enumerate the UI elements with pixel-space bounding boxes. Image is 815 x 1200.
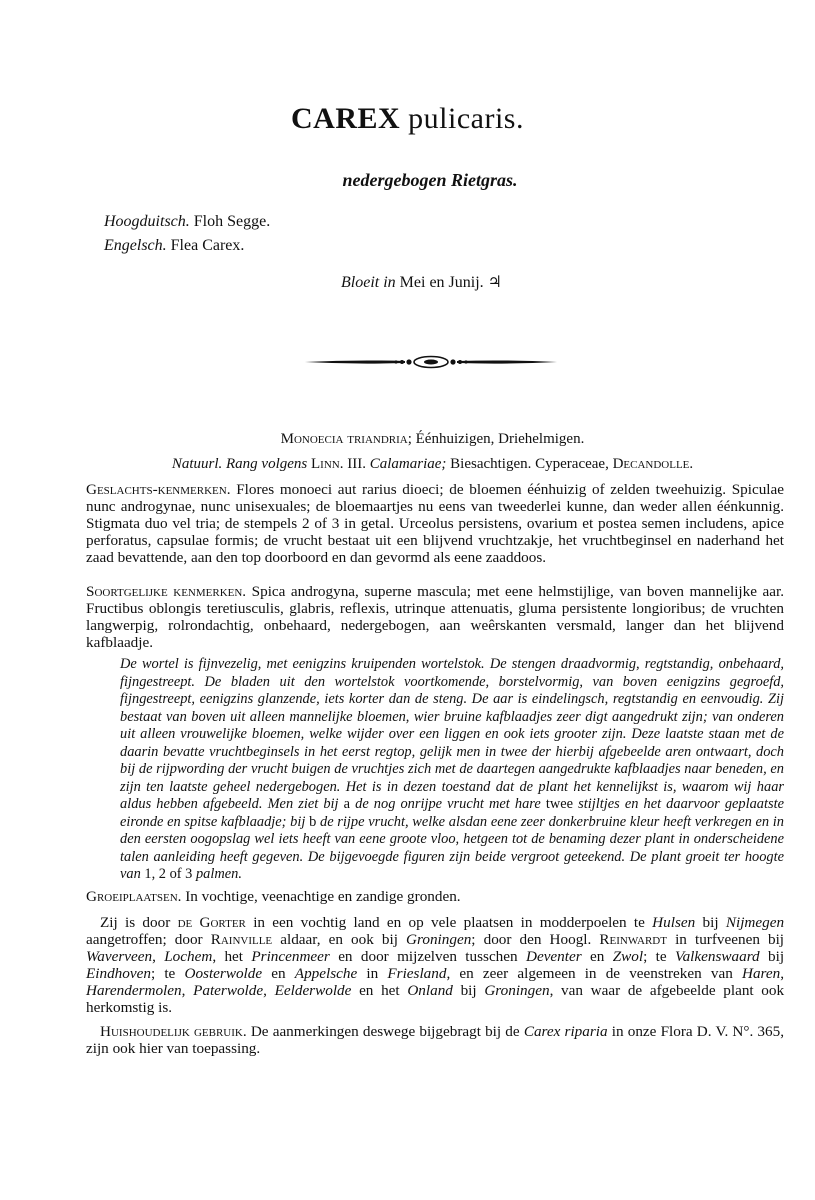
person-name: Rainville: [210, 931, 273, 948]
economic-use: [86, 1023, 784, 1057]
figure-ref-a: a: [343, 796, 351, 812]
perennial-symbol: ♃: [487, 274, 503, 291]
loc-text: en: [271, 965, 286, 982]
place-name: Eindhoven: [86, 965, 151, 982]
place-name: Appelsche: [294, 965, 358, 982]
loc-text: bij: [702, 914, 719, 931]
habitat: [86, 888, 784, 905]
decandolle: Decandolle.: [612, 456, 694, 472]
description-text: palmen.: [195, 866, 242, 882]
section-label: Geslachts-kenmerken.: [86, 481, 231, 498]
order-number: III.: [347, 456, 366, 472]
section-text: in onze Flora D. V. N°. 365, zijn ook hier van toepassing.: [86, 1023, 785, 1057]
loc-text: bij: [460, 982, 477, 999]
description-text: stijltjes en het daarvoor geplaatste eironde en spitse kafblaadje; bij: [120, 796, 784, 830]
loc-text: ; door den Hoogl.: [471, 931, 592, 948]
ornament-divider: [305, 352, 557, 372]
lang-label: Hoogduitsch.: [104, 213, 190, 230]
loc-text: ; te: [643, 948, 667, 965]
place-name: Zwol: [612, 948, 644, 965]
loc-text: in turfveenen bij: [675, 931, 785, 948]
name-german: [104, 210, 270, 234]
title-species: pulicaris.: [408, 102, 524, 135]
section-label: Soortgelijke kenmerken.: [86, 583, 247, 600]
place-name: Paterwolde: [193, 982, 264, 999]
height-values: 1, 2 of 3: [144, 866, 193, 882]
linnaean-class: Monoecia triandria;: [280, 431, 412, 447]
person-name: Reinwardt: [599, 931, 667, 948]
loc-text: en: [590, 948, 605, 965]
order-name-nl: Biesachtigen. Cyperaceae,: [450, 456, 609, 472]
place-name: Eelderwolde: [274, 982, 352, 999]
loc-text: Zij is door: [100, 914, 171, 931]
section-text: De aanmerkingen deswege bijgebragt bij de: [250, 1023, 520, 1040]
loc-text: en door mijzelven tusschen: [338, 948, 518, 965]
place-name: Oosterwolde: [184, 965, 263, 982]
vernacular-name: Flea Carex.: [170, 237, 245, 254]
linnaean-class-nl: Éénhuizigen, Driehelmigen.: [415, 431, 585, 447]
name-english: [104, 234, 270, 258]
place-name: Hulsen: [652, 914, 696, 931]
loc-text: , en zeer algemeen in de veenstreken van: [446, 965, 733, 982]
plant-description: [120, 656, 784, 884]
species-characters: [86, 583, 784, 651]
description-text: twee: [545, 796, 574, 812]
natural-label: Natuurl. Rang volgens: [171, 456, 308, 472]
linn-abbrev: Linn.: [311, 456, 344, 472]
loc-text: aangetroffen; door: [86, 931, 203, 948]
loc-text: ; te: [150, 965, 176, 982]
section-label: Huishoudelijk gebruik.: [100, 1023, 247, 1040]
bloom-months: Mei en Junij.: [399, 274, 484, 291]
loc-text: in: [366, 965, 379, 982]
place-name: Lochem: [164, 948, 213, 965]
vernacular-names: [104, 210, 270, 258]
vernacular-name: Floh Segge.: [193, 213, 271, 230]
description-text: de rijpe vrucht, welke alsdan eene zeer donkerbruine kleur heeft verkregen en in den eersten oogopslag wel iets heeft van eene groote vloo, hetgeen tot de benaming dezer plant in onderscheidene talen aanleiding heeft gegeven. De bijgevoegde figuren zijn beide vergroot geteekend. De plant groeit ter hoogte van: [120, 813, 784, 882]
loc-text: , het: [212, 948, 244, 965]
loc-text: bij: [768, 948, 785, 965]
flowering-time: [341, 272, 502, 292]
classification-natural: [0, 456, 815, 473]
place-name: Onland: [407, 982, 453, 999]
loc-text: , van waar de afgebeelde plant ook herkomstig is.: [86, 982, 785, 1016]
species-reference: Carex riparia: [523, 1023, 608, 1040]
place-name: Harendermolen: [86, 982, 182, 999]
page-title: [0, 102, 815, 136]
place-name: Deventer: [525, 948, 582, 965]
loc-text: in een vochtig land en op vele plaatsen in modderpoelen te: [253, 914, 645, 931]
loc-text: ,: [181, 982, 186, 999]
figure-ref-b: b: [309, 813, 317, 830]
place-name: Princenmeer: [251, 948, 330, 965]
title-genus: CAREX: [291, 102, 401, 135]
bloom-label: Bloeit: [341, 274, 380, 291]
loc-text: ,: [263, 982, 267, 999]
place-name: Groningen: [406, 931, 472, 948]
place-name: Haren: [742, 965, 781, 982]
place-name: Friesland: [387, 965, 447, 982]
description-text: de nog onrijpe vrucht met hare: [355, 796, 541, 812]
place-name: Groningen: [484, 982, 550, 999]
place-name: Valkenswaard: [675, 948, 760, 965]
classification-linnaean: [0, 431, 815, 448]
bloom-in: in: [383, 274, 396, 291]
loc-text: ,: [152, 948, 156, 965]
lang-label: Engelsch.: [104, 237, 167, 254]
section-text: Spica androgyna, superne mascula; met eene helmstijlige, van boven mannelijke aar. Fructibus oblongis teretiusculis, glabris, reflexis, utrinque attenuatis, gluma persistente longioribus; de vruchten langwerpig, rolrondachtig, onbehaard, nedergebogen, aan weêrskanten versmald, langer dan het blijvend kafblaadje.: [86, 583, 785, 651]
loc-text: en het: [359, 982, 400, 999]
locations: [86, 914, 784, 1016]
section-text: Flores monoeci aut rarius dioeci; de bloemen éénhuizig of zelden tweehuizig. Spiculae nunc androgynae, nunc unisexuales; de bloemaartjes nu eens van tweederlei kunne, dan weder allen éénkunnig. Stigmata duo vel tria; de stempels 2 of 3 in getal. Urceolus persistens, ovarium et postea semen includens, apice perforatus, capsulae formis; de vrucht bestaat uit een blijvend vruchtzakje, het vruchtbeginsel en naderhand het zaad bevattende, aan den top doorboord en dan gevormd als eene zaaddoos.: [86, 481, 785, 566]
loc-text: ,: [780, 965, 785, 982]
order-name: Calamariae;: [369, 456, 447, 472]
place-name: Waverveen: [86, 948, 153, 965]
loc-text: aldaar, en ook bij: [280, 931, 398, 948]
section-label: Groeiplaatsen.: [86, 888, 182, 905]
section-text: In vochtige, veenachtige en zandige gronden.: [185, 888, 461, 905]
genus-characters: [86, 481, 784, 566]
description-text: De wortel is fijnvezelig, met eenigzins kruipenden wortelstok. De stengen draadvormig, regtstandig, onbehaard, fijngestreept. De bladen uit den wortelstok voortkomende, borstelvormig, van boven eenigzins gegroefd, fijngestreept, eenigzins glanzende, iets korter dan de steng. De aar is eindelingsch, regtstandig en eenvoudig. Zij bestaat van boven uit alleen mannelijke bloemen, wier bruine kafblaadjes zeer digt aangedrukt zijn; van onderen uit alleen vrouwelijke bloemen, welke wijder over een liggen en ook iets grooter zijn. Deze laatste staan met de daarin bevatte vruchtbeginsels in het eerst regtop, gelijk men in twee der hierbij afgebeelde aren ontwaart, doch bij de rijpwording der vrucht buigen de vruchtjes zich met de daartegen aangedrukte kafblaadjes naar beneden, en zijn ten laatste geheel nedergebogen. Het is in dezen toestand dat de plant het kennelijkst is, waarom wij haar aldus hebben afgebeeld. Men ziet bij: [120, 656, 784, 812]
person-name: de Gorter: [177, 914, 246, 931]
place-name: Nijmegen: [725, 914, 785, 931]
dutch-name: nedergebogen Rietgras.: [342, 170, 518, 190]
